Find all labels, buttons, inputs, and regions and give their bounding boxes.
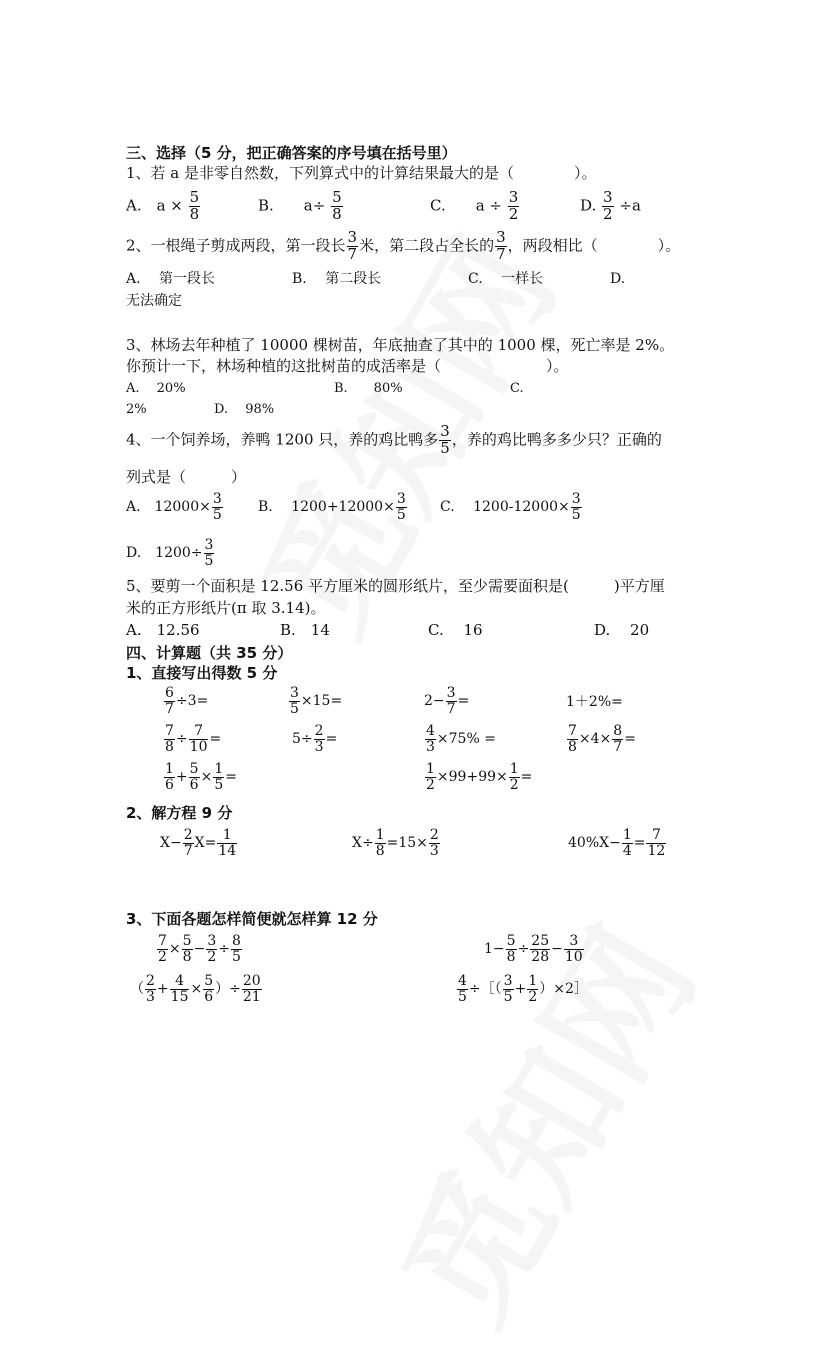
- equation-3: 40%X− $\frac{1}{4}$ = $\frac{7}{12}$: [568, 827, 666, 859]
- fraction: $\frac{1}{4}$: [622, 827, 632, 859]
- q5-line-1: 5、要剪一个面积是 12.56 平方厘米的圆形纸片，至少需要面积是( )平方厘: [126, 577, 665, 595]
- q5-line-2: 米的正方形纸片(π 取 3.14)。: [126, 599, 326, 617]
- fraction: $\frac{7}{8}$: [568, 723, 577, 755]
- fraction: $\frac{6}{7}$: [165, 685, 174, 717]
- fraction: $\frac{8}{5}$: [231, 933, 241, 965]
- q3-option-c-text: 2%: [126, 402, 147, 417]
- fraction: $\frac{7}{2}$: [158, 933, 167, 965]
- fraction: $\frac{3}{2}$: [207, 933, 217, 965]
- fraction: $\frac{5}{8}$: [182, 933, 192, 965]
- fraction: $\frac{3}{5}$: [503, 973, 513, 1005]
- q3-option-c: C.: [510, 381, 524, 396]
- q5-option-a: A. 12.56: [126, 621, 200, 639]
- fraction: $\frac{5}{6}$: [204, 973, 214, 1005]
- calc-r2c3: $\frac{4}{3}$ ×75% =: [426, 723, 496, 755]
- fraction: $\frac{7}{12}$: [647, 827, 666, 859]
- q1-option-b: B. a÷ $\frac{5}{8}$: [258, 188, 342, 223]
- calc-r1c2: $\frac{3}{5}$ ×15=: [290, 685, 343, 717]
- fraction: $\frac{2}{3}$: [146, 973, 155, 1005]
- fraction: $\frac{3}{7}$: [496, 228, 506, 263]
- equation-1: X− $\frac{2}{7}$ X= $\frac{1}{14}$: [160, 827, 237, 859]
- fraction: $\frac{1}{14}$: [218, 827, 237, 859]
- fraction: $\frac{3}{5}$: [571, 491, 581, 523]
- q4-stem: 4、一个饲养场，养鸭 1200 只，养的鸡比鸭多 $\frac{3}{5}$ ，养的鸡比鸭多多少只？正确的: [126, 422, 662, 457]
- fraction: $\frac{4}{15}$: [170, 973, 189, 1005]
- calc-r1c1: $\frac{6}{7}$ ÷3=: [165, 685, 209, 717]
- q2-option-c: C. 一样长: [468, 271, 544, 287]
- q4-option-c: C. 1200-12000× $\frac{3}{5}$: [440, 491, 581, 523]
- fraction: $\frac{3}{5}$: [212, 491, 222, 523]
- q4-option-b: B. 1200+12000× $\frac{3}{5}$: [258, 491, 406, 523]
- q3-line-1: 3、林场去年种植了 10000 棵树苗，年底抽查了其中的 1000 棵，死亡率是 2%。: [126, 336, 675, 354]
- q2-stem: 2、一根绳子剪成两段，第一段长 $\frac{3}{7}$ 米，第二段占全长的 $\frac{3}{7}$ ，两段相比（ ）。: [126, 228, 681, 263]
- calc-r3c1: $\frac{1}{6}$ + $\frac{5}{6}$ × $\frac{1}{5}$ =: [165, 761, 237, 793]
- q1-stem: 1、若 a 是非零自然数，下列算式中的计算结果最大的是（ ）。: [126, 164, 597, 182]
- part-1-title: 1、直接写出得数 5 分: [126, 664, 278, 682]
- equation-2: X÷ $\frac{1}{8}$ =15× $\frac{2}{3}$: [352, 827, 439, 859]
- fraction: $\frac{1}{2}$: [426, 761, 435, 793]
- fraction: $\frac{7}{10}$: [189, 723, 208, 755]
- fraction: $\frac{4}{3}$: [426, 723, 435, 755]
- fraction: $\frac{5}{6}$: [189, 761, 199, 793]
- fraction: $\frac{7}{8}$: [165, 723, 174, 755]
- fraction: $\frac{5}{8}$: [332, 188, 342, 223]
- section-4-title: 四、计算题（共 35 分）: [126, 644, 293, 662]
- q3-option-a: A. 20%: [126, 381, 186, 396]
- calc-r3c3: $\frac{1}{2}$ ×99+99× $\frac{1}{2}$ =: [426, 761, 533, 793]
- simplify-b: 1− $\frac{5}{8}$ ÷ $\frac{25}{28}$ − $\frac{3}{10}$: [484, 933, 583, 965]
- fraction: $\frac{3}{5}$: [440, 422, 450, 457]
- calc-r2c4: $\frac{7}{8}$ ×4× $\frac{8}{7}$ =: [568, 723, 636, 755]
- q1-option-a: A. a × $\frac{5}{8}$: [126, 188, 200, 223]
- fraction: $\frac{3}{7}$: [347, 228, 358, 263]
- calc-r2c2: 5÷ $\frac{2}{3}$ =: [292, 723, 338, 755]
- fraction: $\frac{1}{8}$: [375, 827, 385, 859]
- fraction: $\frac{3}{5}$: [290, 685, 299, 717]
- fraction: $\frac{20}{21}$: [242, 973, 261, 1005]
- q2-option-b: B. 第二段长: [292, 271, 382, 287]
- q5-option-b: B. 14: [280, 621, 330, 639]
- fraction: $\frac{4}{5}$: [458, 973, 467, 1005]
- q4-option-d: D. 1200÷ $\frac{3}{5}$: [126, 537, 214, 569]
- q5-option-c: C. 16: [428, 621, 483, 639]
- fraction: $\frac{3}{7}$: [446, 685, 456, 717]
- calc-r2c1: $\frac{7}{8}$ ÷ $\frac{7}{10}$ =: [165, 723, 222, 755]
- section-3-title: 三、选择（5 分，把正确答案的序号填在括号里）: [126, 144, 457, 162]
- q1-option-c: C. a ÷ $\frac{3}{2}$: [430, 188, 519, 223]
- fraction: $\frac{3}{2}$: [508, 188, 519, 223]
- fraction: $\frac{1}{2}$: [528, 973, 538, 1005]
- q2-option-a: A. 第一段长: [126, 271, 216, 287]
- fraction: $\frac{2}{3}$: [429, 827, 439, 859]
- fraction: $\frac{3}{10}$: [564, 933, 583, 965]
- q3-option-d: D. 98%: [214, 402, 275, 417]
- part-3-title: 3、下面各题怎样简便就怎样算 12 分: [126, 910, 378, 928]
- q5-option-d: D. 20: [594, 621, 650, 639]
- fraction: $\frac{5}{8}$: [189, 188, 200, 223]
- fraction: $\frac{25}{28}$: [531, 933, 550, 965]
- part-2-title: 2、解方程 9 分: [126, 804, 233, 822]
- fraction: $\frac{2}{7}$: [183, 827, 193, 859]
- fraction: $\frac{3}{5}$: [396, 491, 406, 523]
- fraction: $\frac{5}{8}$: [506, 933, 516, 965]
- calc-r1c3: 2− $\frac{3}{7}$ =: [424, 685, 470, 717]
- fraction: $\frac{1}{2}$: [509, 761, 519, 793]
- simplify-d: $\frac{4}{5}$ ÷［（ $\frac{3}{5}$ + $\frac{1}{2}$ ）×2］: [458, 973, 588, 1005]
- q4-option-a: A. 12000× $\frac{3}{5}$: [126, 491, 222, 523]
- fraction: $\frac{1}{6}$: [165, 761, 174, 793]
- q2-option-d-text: 无法确定: [126, 293, 182, 309]
- q1-option-d: D. $\frac{3}{2}$ ÷a: [580, 188, 641, 223]
- fraction: $\frac{1}{5}$: [214, 761, 224, 793]
- fraction: $\frac{3}{2}$: [603, 188, 613, 223]
- fraction: $\frac{8}{7}$: [613, 723, 623, 755]
- q3-line-2: 你预计一下，林场种植的这批树苗的成活率是（ ）。: [126, 357, 569, 375]
- q4-line-2: 列式是（ ）: [126, 468, 247, 486]
- simplify-a: $\frac{7}{2}$ × $\frac{5}{8}$ − $\frac{3}{2}$ ÷ $\frac{8}{5}$: [158, 933, 241, 965]
- q2-option-d: D.: [610, 271, 626, 287]
- calc-r1c4: 1＋2%=: [566, 694, 623, 710]
- simplify-c: （ $\frac{2}{3}$ + $\frac{4}{15}$ × $\frac{5}{6}$ ）÷ $\frac{20}{21}$: [130, 973, 261, 1005]
- fraction: $\frac{3}{5}$: [204, 537, 214, 569]
- fraction: $\frac{2}{3}$: [314, 723, 324, 755]
- q3-option-b: B. 80%: [334, 381, 403, 396]
